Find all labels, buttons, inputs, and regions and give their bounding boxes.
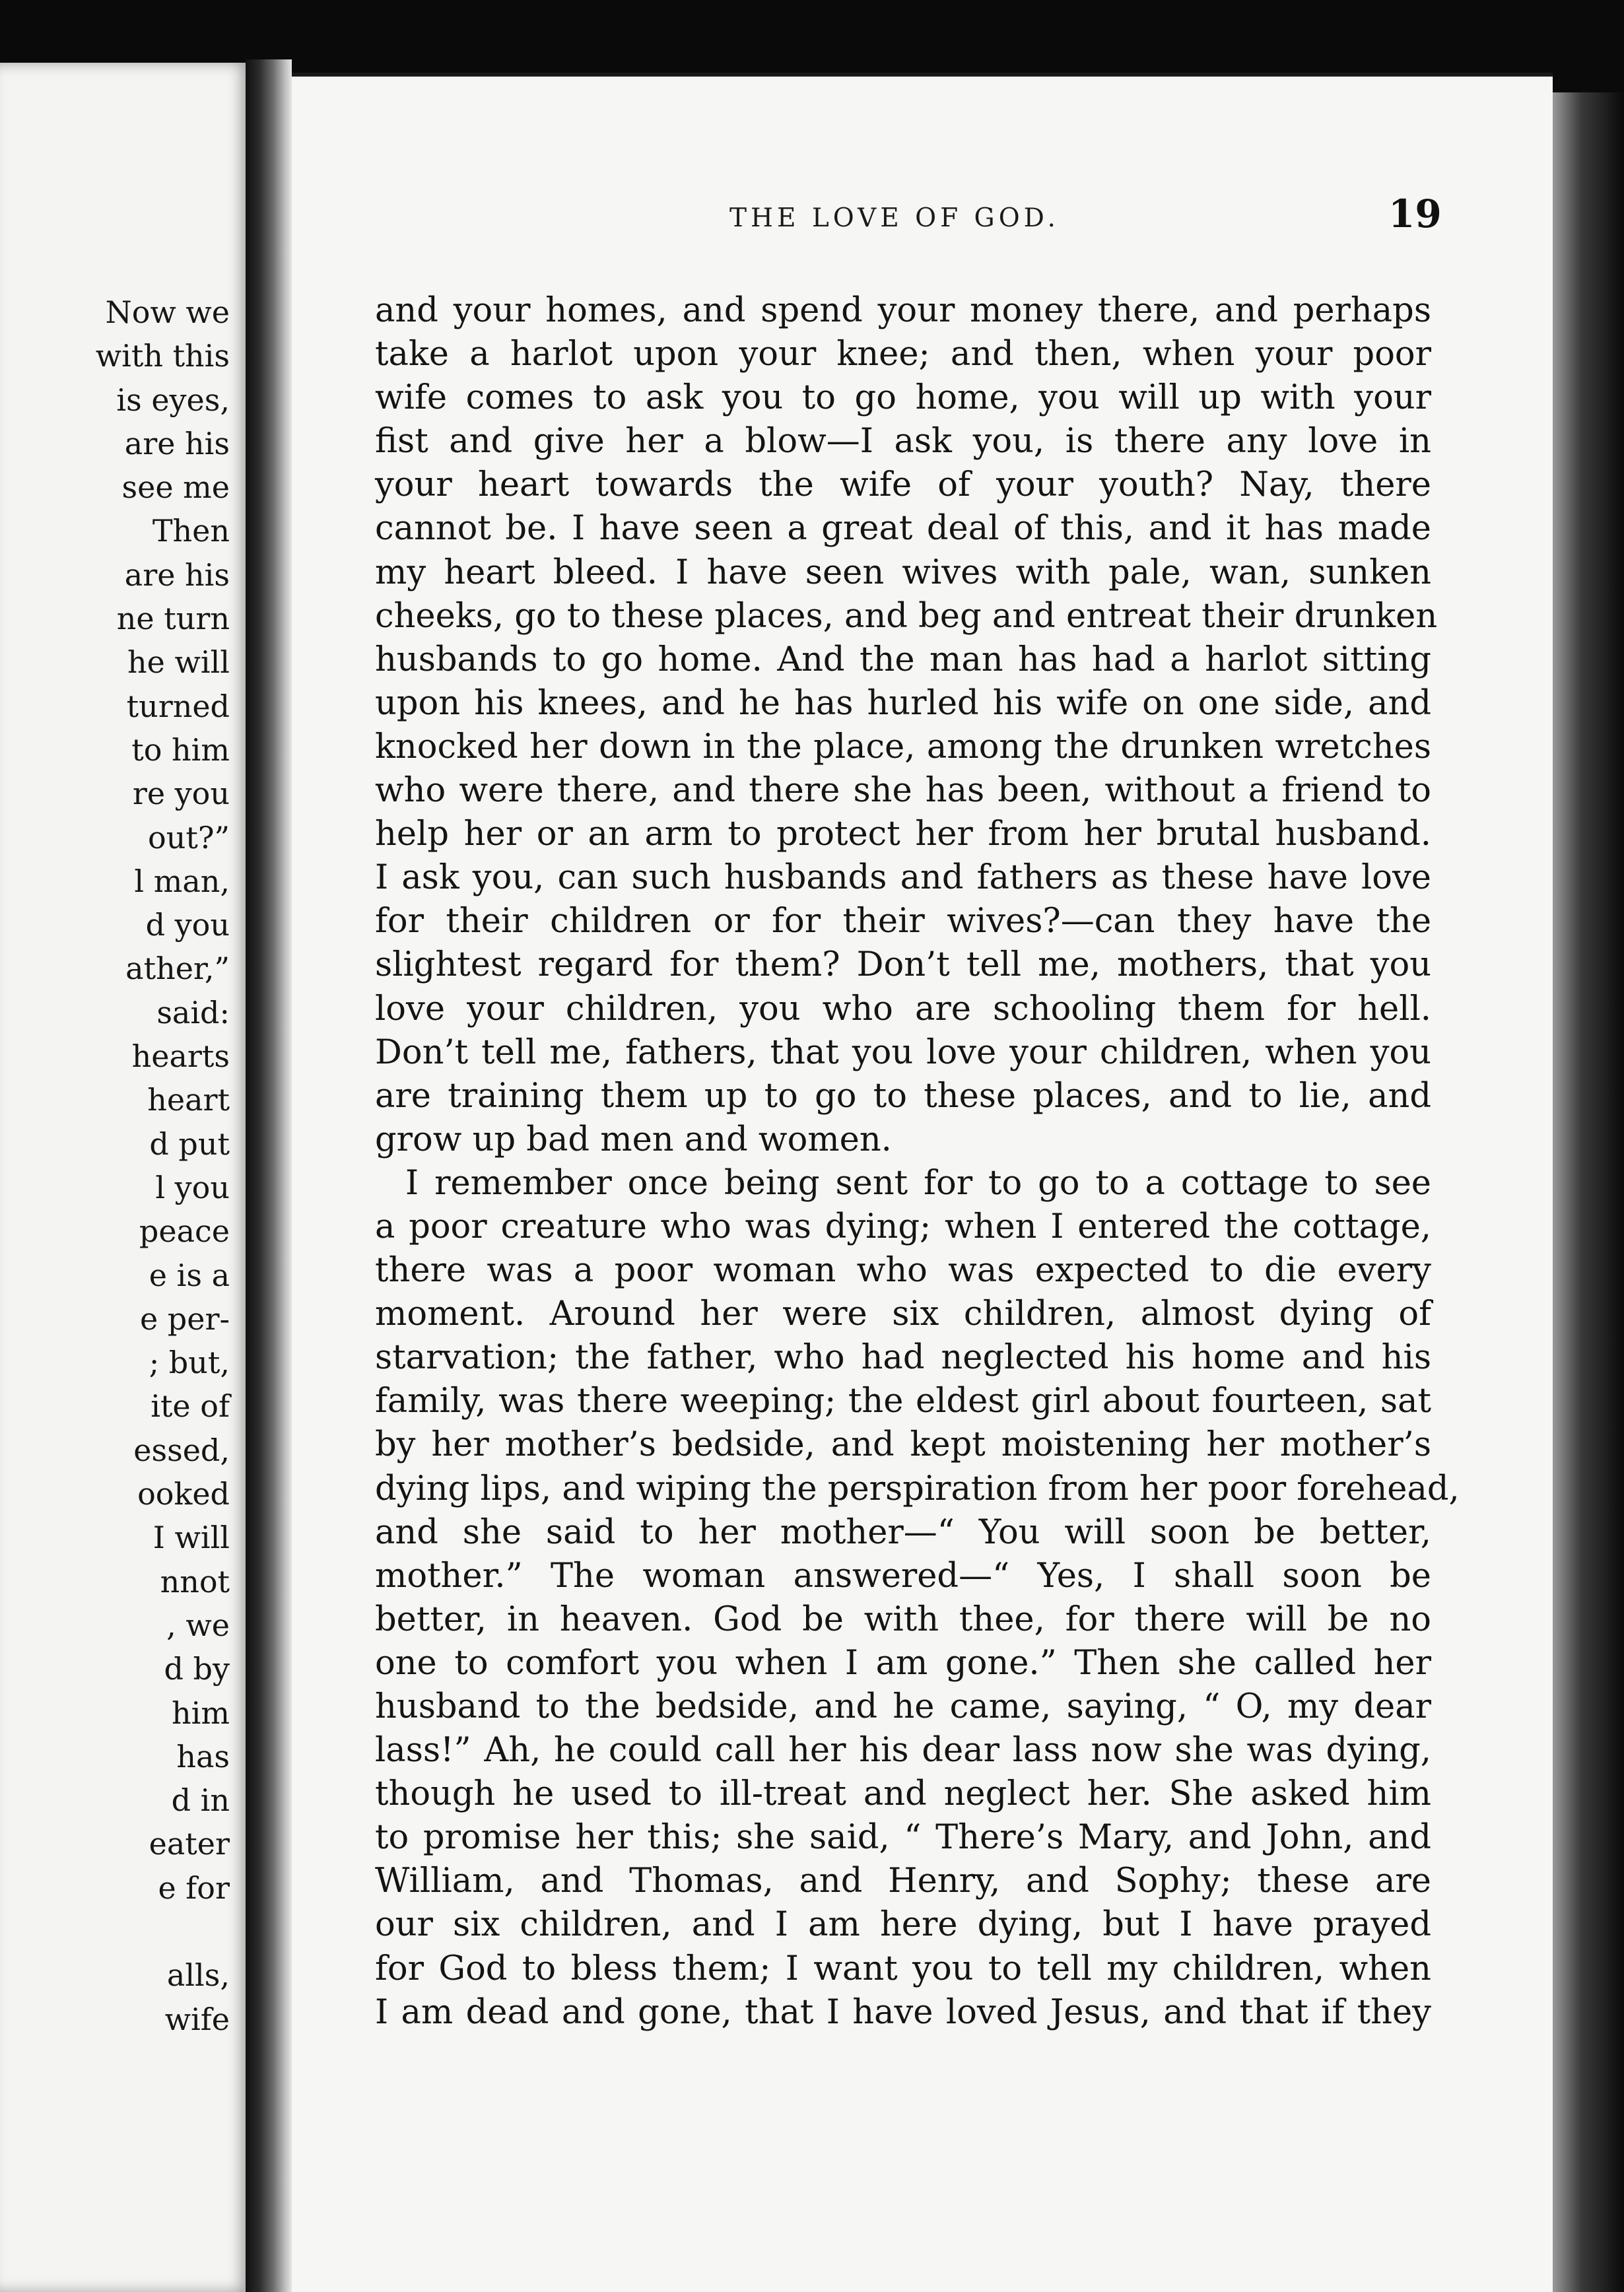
text-line: and your homes, and spend your money there, and perhaps (375, 291, 1431, 330)
left-line: ooked (137, 1476, 230, 1512)
text-line: a poor creature who was dying; when I entered the cottage, (375, 1207, 1431, 1246)
left-line: out?” (148, 819, 230, 856)
left-line: ; but, (149, 1345, 230, 1381)
left-line: has (176, 1738, 230, 1774)
left-line: peace (139, 1213, 230, 1250)
book-gutter (246, 59, 292, 2292)
text-line: I am dead and gone, that I have loved Jesus, and that if they (375, 1992, 1431, 2032)
left-line: , we (166, 1607, 230, 1643)
left-line: him (172, 1695, 230, 1731)
text-line: better, in heaven. God be with thee, for there will be no (375, 1600, 1431, 1639)
text-line: there was a poor woman who was expected to die every (375, 1251, 1431, 1291)
text-line: I ask you, can such husbands and fathers as these have love (375, 858, 1431, 898)
left-line: are his (124, 556, 230, 593)
left-line: d in (171, 1782, 230, 1819)
text-line: by her mother’s bedside, and kept moistening her mother’s (375, 1425, 1431, 1465)
text-line: my heart bleed. I have seen wives with pale, wan, sunken (375, 553, 1431, 592)
left-line: l man, (134, 863, 230, 899)
left-line: is eyes, (116, 382, 230, 418)
left-line: hearts (131, 1038, 230, 1075)
paragraph-end-line: grow up bad men and women. (375, 1120, 892, 1159)
left-line: with this (95, 338, 230, 374)
text-line: mother.” The woman answered—“ Yes, I shall soon be (375, 1556, 1431, 1596)
text-line: cannot be. I have seen a great deal of this, and it has made (375, 509, 1431, 549)
text-line: moment. Around her were six children, almost dying of (375, 1295, 1431, 1334)
left-line: d put (149, 1126, 230, 1162)
left-line: re you (132, 776, 230, 812)
left-line: d you (145, 907, 230, 943)
text-line: one to comfort you when I am gone.” Then she called her (375, 1643, 1431, 1683)
text-line: for their children or for their wives?—can they have the (375, 902, 1431, 941)
left-line: l you (155, 1169, 230, 1205)
left-line: turned (126, 688, 230, 724)
page-body-text (375, 289, 1460, 2035)
left-line: e is a (149, 1257, 230, 1293)
text-line: dying lips, and wiping the perspiration from her poor forehead, (375, 1469, 1460, 1508)
left-line: e for (158, 1870, 230, 1906)
text-line: fist and give her a blow—I ask you, is there any love in (375, 422, 1431, 461)
text-line: Don’t tell me, fathers, that you love your children, when you (375, 1032, 1431, 1072)
left-line: see me (121, 469, 230, 506)
left-line: d by (164, 1651, 230, 1687)
text-line: William, and Thomas, and Henry, and Sophy; these are (375, 1862, 1431, 1901)
running-head: THE LOVE OF GOD. (729, 203, 1060, 233)
left-line: said: (156, 994, 230, 1030)
left-line: essed, (133, 1432, 230, 1468)
left-line: eater (149, 1826, 230, 1862)
text-line: are training them up to go to these places, and to lie, and (375, 1076, 1431, 1116)
paragraph-start-line: I remember once being sent for to go to a cottage to see (405, 1163, 1431, 1203)
text-line: our six children, and I am here dying, but I have prayed (375, 1905, 1431, 1945)
left-line: heart (147, 1082, 230, 1118)
page-number: 19 (1388, 191, 1442, 236)
left-line: to him (131, 731, 230, 768)
previous-page (0, 63, 251, 2292)
left-line: e per- (139, 1300, 230, 1337)
left-line: ne turn (116, 601, 230, 637)
left-line: he will (127, 644, 230, 681)
previous-page-text (0, 290, 230, 2041)
text-line: take a harlot upon your knee; and then, when your poor (375, 335, 1431, 374)
text-line: and she said to her mother—“ You will soon be better, (375, 1512, 1431, 1552)
text-line: lass!” Ah, he could call her his dear lass now she was dying, (375, 1731, 1431, 1770)
text-line: your heart towards the wife of your youth? Nay, there (375, 465, 1431, 505)
left-line: Now we (105, 294, 230, 330)
text-line: wife comes to ask you to go home, you will up with your (375, 378, 1431, 418)
left-line: alls, (166, 1957, 230, 1994)
left-line: Then (152, 513, 230, 549)
text-line: love your children, you who are schooling them for hell. (375, 989, 1431, 1028)
text-line: upon his knees, and he has hurled his wife on one side, and (375, 683, 1431, 723)
text-line: help her or an arm to protect her from her brutal husband. (375, 815, 1431, 854)
text-line: for God to bless them; I want you to tell my children, when (375, 1949, 1431, 1988)
text-line: who were there, and there she has been, without a friend to (375, 771, 1431, 811)
text-line: starvation; the father, who had neglected his home and his (375, 1338, 1431, 1378)
left-line: nnot (160, 1563, 230, 1600)
text-line: though he used to ill-treat and neglect her. She asked him (375, 1774, 1431, 1814)
left-line: ather,” (125, 951, 230, 987)
left-line: are his (124, 425, 230, 461)
left-line: ite of (151, 1388, 230, 1425)
page-edge-shadow (1553, 92, 1624, 2292)
text-line: family, was there weeping; the eldest girl about fourteen, sat (375, 1382, 1431, 1421)
text-line: to promise her this; she said, “ There’s Mary, and John, and (375, 1818, 1431, 1858)
left-line: wife (164, 2001, 230, 2037)
left-line: I will (152, 1520, 230, 1556)
left-line-gap (0, 1910, 230, 1953)
text-line: slightest regard for them? Don’t tell me, mothers, that you (375, 945, 1431, 985)
text-line: cheeks, go to these places, and beg and entreat their drunken (375, 596, 1438, 636)
text-line: husband to the bedside, and he came, saying, “ O, my dear (375, 1687, 1431, 1726)
text-line: husbands to go home. And the man has had a harlot sitting (375, 640, 1431, 679)
text-line: knocked her down in the place, among the drunken wretches (375, 727, 1431, 766)
